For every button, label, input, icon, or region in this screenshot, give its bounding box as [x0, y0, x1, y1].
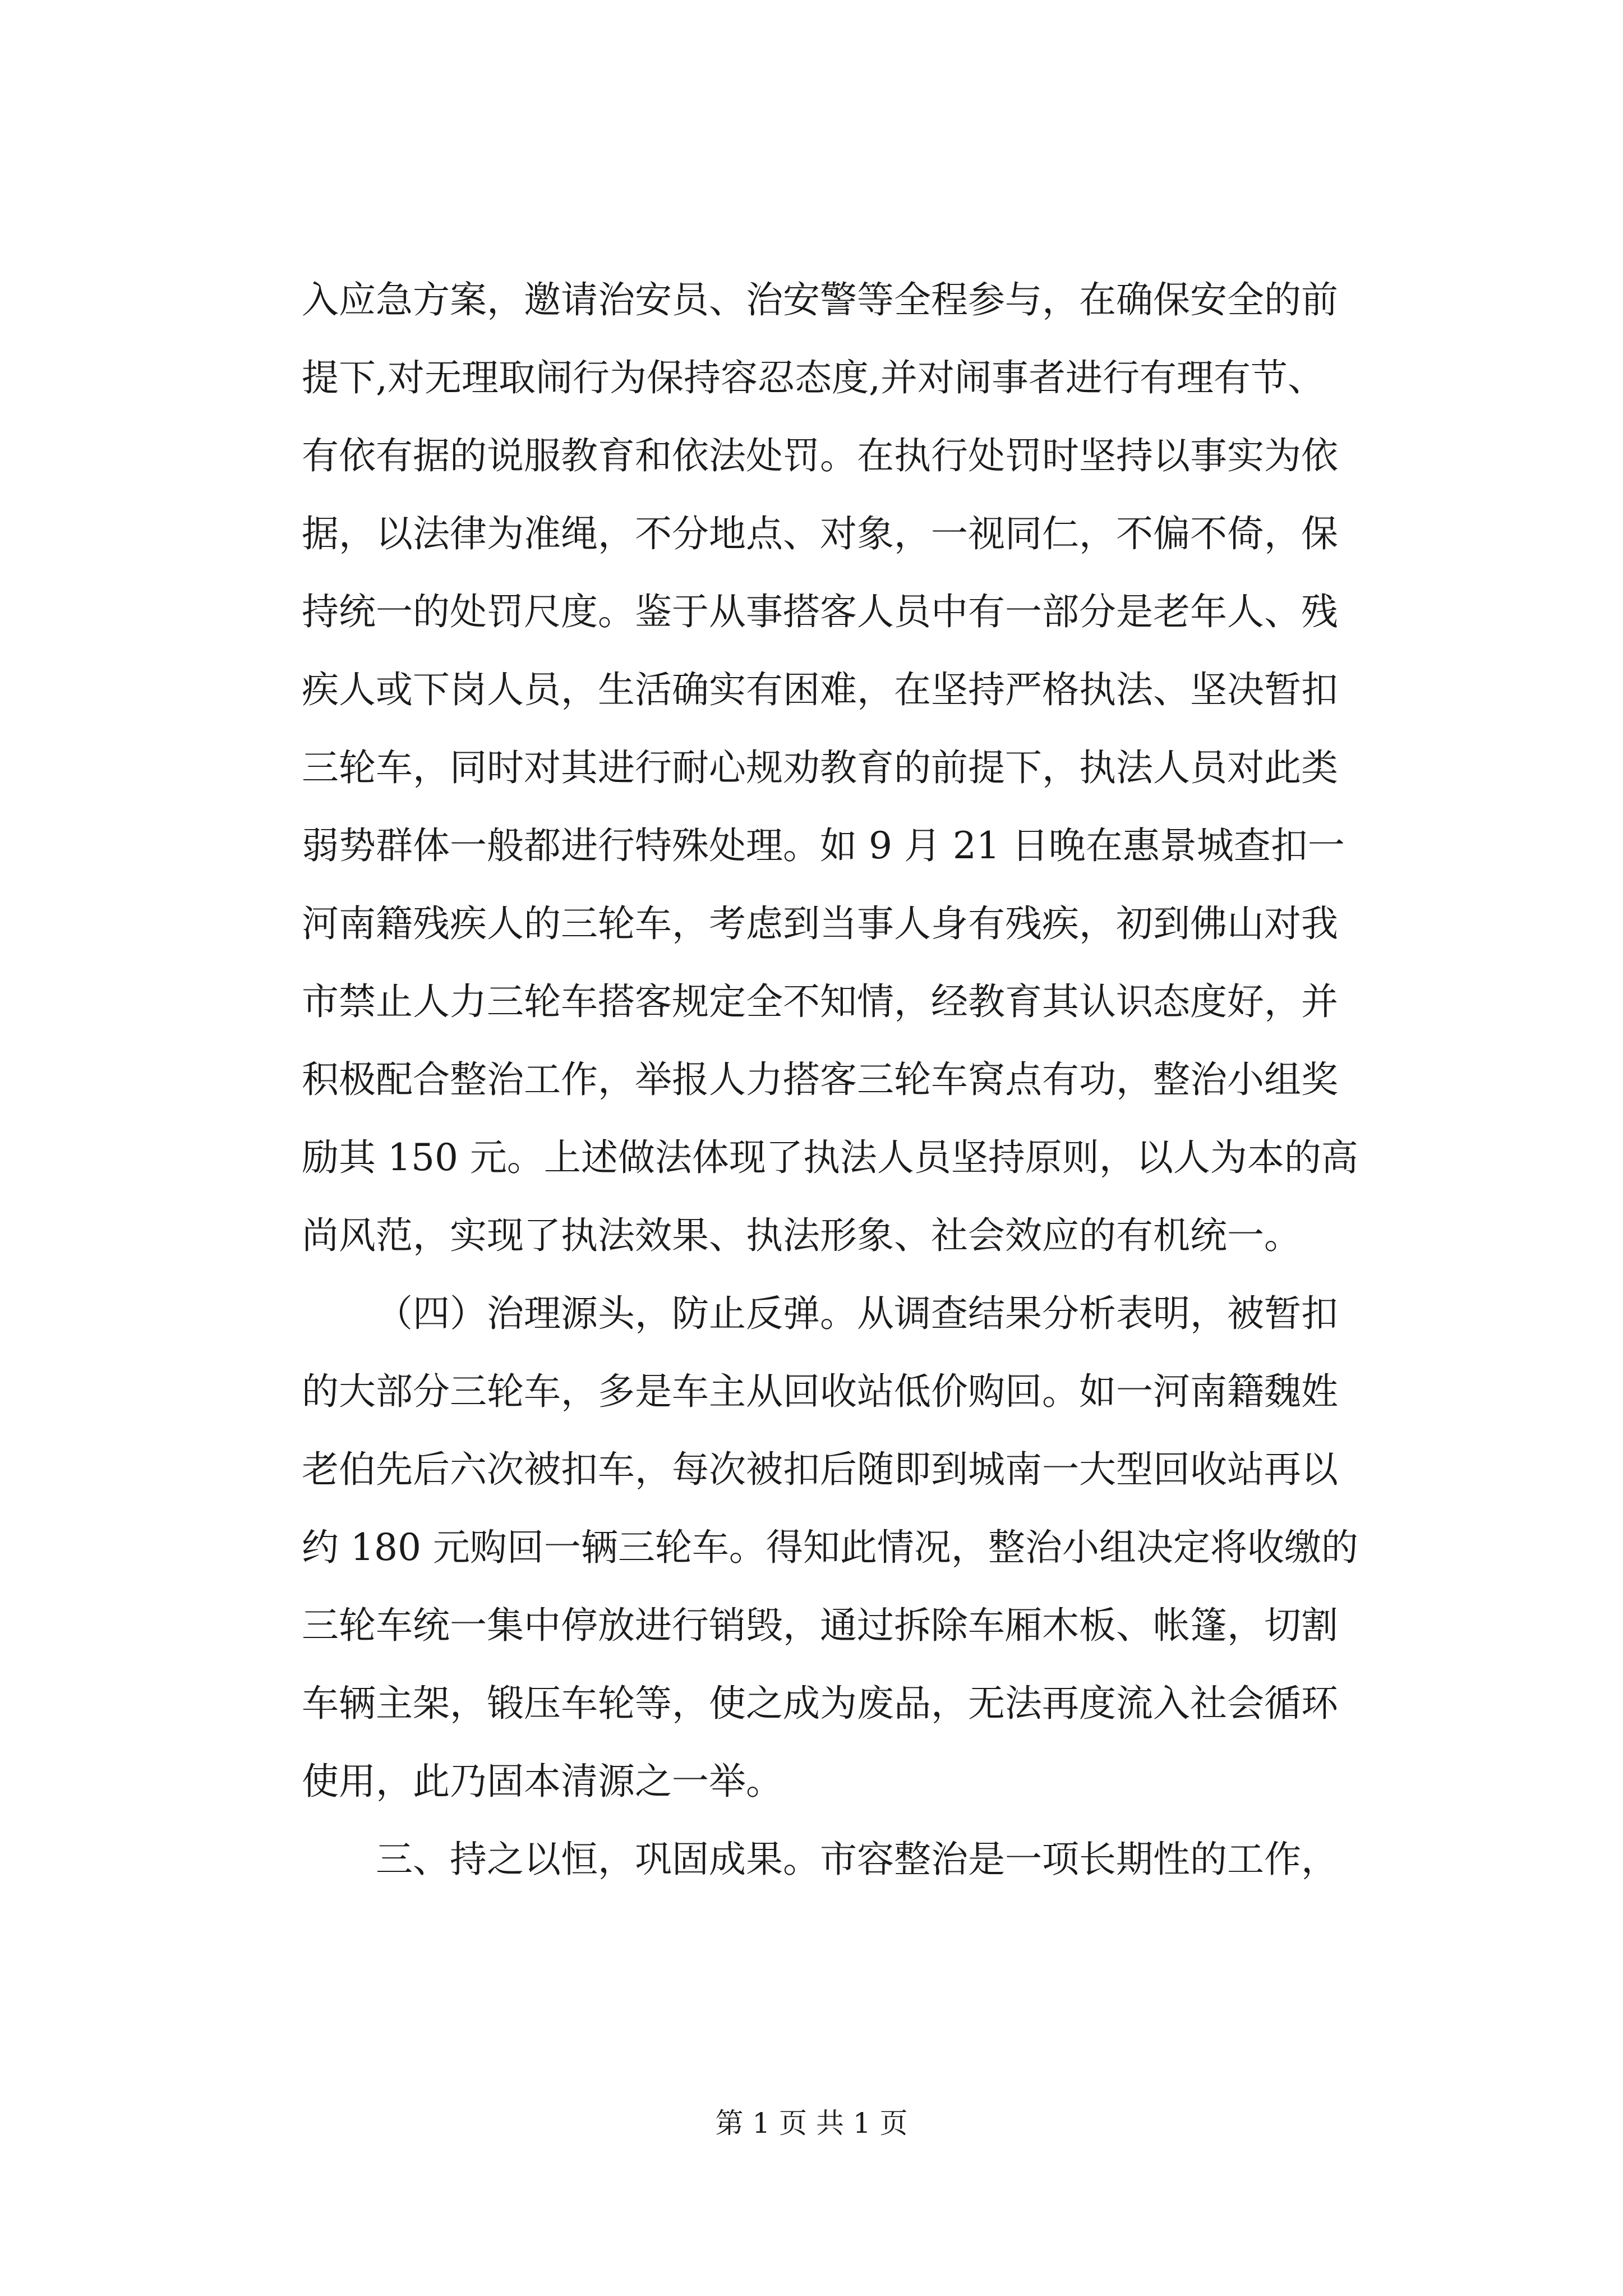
text-line: 河南籍残疾人的三轮车，考虑到当事人身有残疾，初到佛山对我: [302, 902, 1338, 945]
text-line: （四）治理源头，防止反弹。从调查结果分析表明，被暂扣: [376, 1292, 1338, 1335]
text-line: 的大部分三轮车，多是车主从回收站低价购回。如一河南籍魏姓: [302, 1370, 1338, 1413]
text-line: 市禁止人力三轮车搭客规定全不知情，经教育其认识态度好，并: [302, 980, 1338, 1023]
text-line: 三、持之以恒，巩固成果。市容整治是一项长期性的工作，: [376, 1838, 1338, 1881]
text-line: 积极配合整治工作，举报人力搭客三轮车窝点有功，整治小组奖: [302, 1058, 1338, 1101]
text-line: 使用，此乃固本清源之一举。: [302, 1760, 783, 1803]
text-line: 弱势群体一般都进行特殊处理。如 9 月 21 日晚在惠景城查扣一: [302, 824, 1345, 867]
text-line: 持统一的处罚尺度。鉴于从事搭客人员中有一部分是老年人、残: [302, 590, 1338, 633]
text-line: 疾人或下岗人员，生活确实有困难，在坚持严格执法、坚决暂扣: [302, 668, 1338, 711]
document-body: [302, 261, 1358, 1898]
text-line: 有依有据的说服教育和依法处罚。在执行处罚时坚持以事实为依: [302, 434, 1338, 477]
text-line: 入应急方案，邀请治安员、治安警等全程参与，在确保安全的前: [302, 278, 1338, 321]
text-line: 据，以法律为准绳，不分地点、对象，一视同仁，不偏不倚，保: [302, 512, 1338, 555]
text-line: 尚风范，实现了执法效果、执法形象、社会效应的有机统一。: [302, 1214, 1301, 1257]
text-line: 励其 150 元。上述做法体现了执法人员坚持原则，以人为本的高: [302, 1136, 1358, 1179]
text-line: 老伯先后六次被扣车，每次被扣后随即到城南一大型回收站再以: [302, 1448, 1338, 1491]
text-line: 三轮车，同时对其进行耐心规劝教育的前提下，执法人员对此类: [302, 746, 1338, 789]
text-line: 车辆主架，锻压车轮等，使之成为废品，无法再度流入社会循环: [302, 1682, 1338, 1725]
text-line: 三轮车统一集中停放进行销毁，通过拆除车厢木板、帐篷，切割: [302, 1604, 1338, 1647]
text-line: 约 180 元购回一辆三轮车。得知此情况，整治小组决定将收缴的: [302, 1526, 1358, 1569]
page-footer: 第 1 页 共 1 页: [715, 2107, 908, 2139]
text-line: 提下,对无理取闹行为保持容忍态度,并对闹事者进行有理有节、: [302, 356, 1325, 399]
